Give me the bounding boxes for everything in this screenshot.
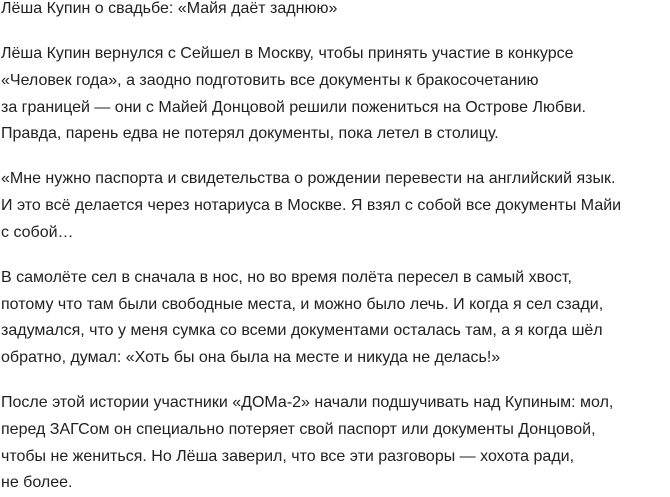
- text-line: И это всё делается через нотариуса в Москве. Я взял с собой все документы Майи: [1, 197, 622, 215]
- text-line: «Человек года», а заодно подготовить все документы к бракосочетанию: [1, 71, 539, 89]
- text-line: не более.: [1, 474, 73, 492]
- paragraph-3: [1, 265, 670, 372]
- paragraph-4: [1, 390, 670, 497]
- text-line: После этой истории участники «ДОМа-2» начали подшучивать над Купиным: мол,: [1, 394, 614, 412]
- text-line: Лёша Купин вернулся с Сейшел в Москву, чтобы принять участие в конкурсе: [1, 45, 574, 63]
- text-line: чтобы не жениться. Но Лёша заверил, что все эти разговоры — хохота ради,: [1, 447, 575, 465]
- text-line: задумался, что у меня сумка со всеми документами осталась там, а я когда шёл: [1, 322, 603, 340]
- text-line: «Мне нужно паспорта и свидетельства о рождении перевести на английский язык.: [1, 170, 616, 188]
- paragraph-1: [1, 41, 670, 148]
- text-line: перед ЗАГСом он специально потеряет свой паспорт или документы Донцовой,: [1, 420, 596, 438]
- text-line: обратно, думал: «Хоть бы она была на месте и никуда не делась!»: [1, 349, 501, 366]
- text-line: Правда, парень едва не потерял документы, пока летел в столицу.: [1, 125, 499, 143]
- text-line: с собой…: [1, 223, 74, 241]
- article-title: Лёша Купин о свадьбе: «Майя даёт заднюю»: [1, 0, 338, 17]
- text-line: В самолёте сел в сначала в нос, но во время полёта пересел в самый хвост,: [1, 269, 572, 287]
- text-line: за границей — они с Майей Донцовой решили пожениться на Острове Любви.: [1, 98, 586, 116]
- paragraph-2: [1, 166, 670, 246]
- article-paragraphs: [1, 41, 670, 497]
- text-line: потому что там были свободные места, и можно было лечь. И когда я сел сзади,: [1, 295, 604, 313]
